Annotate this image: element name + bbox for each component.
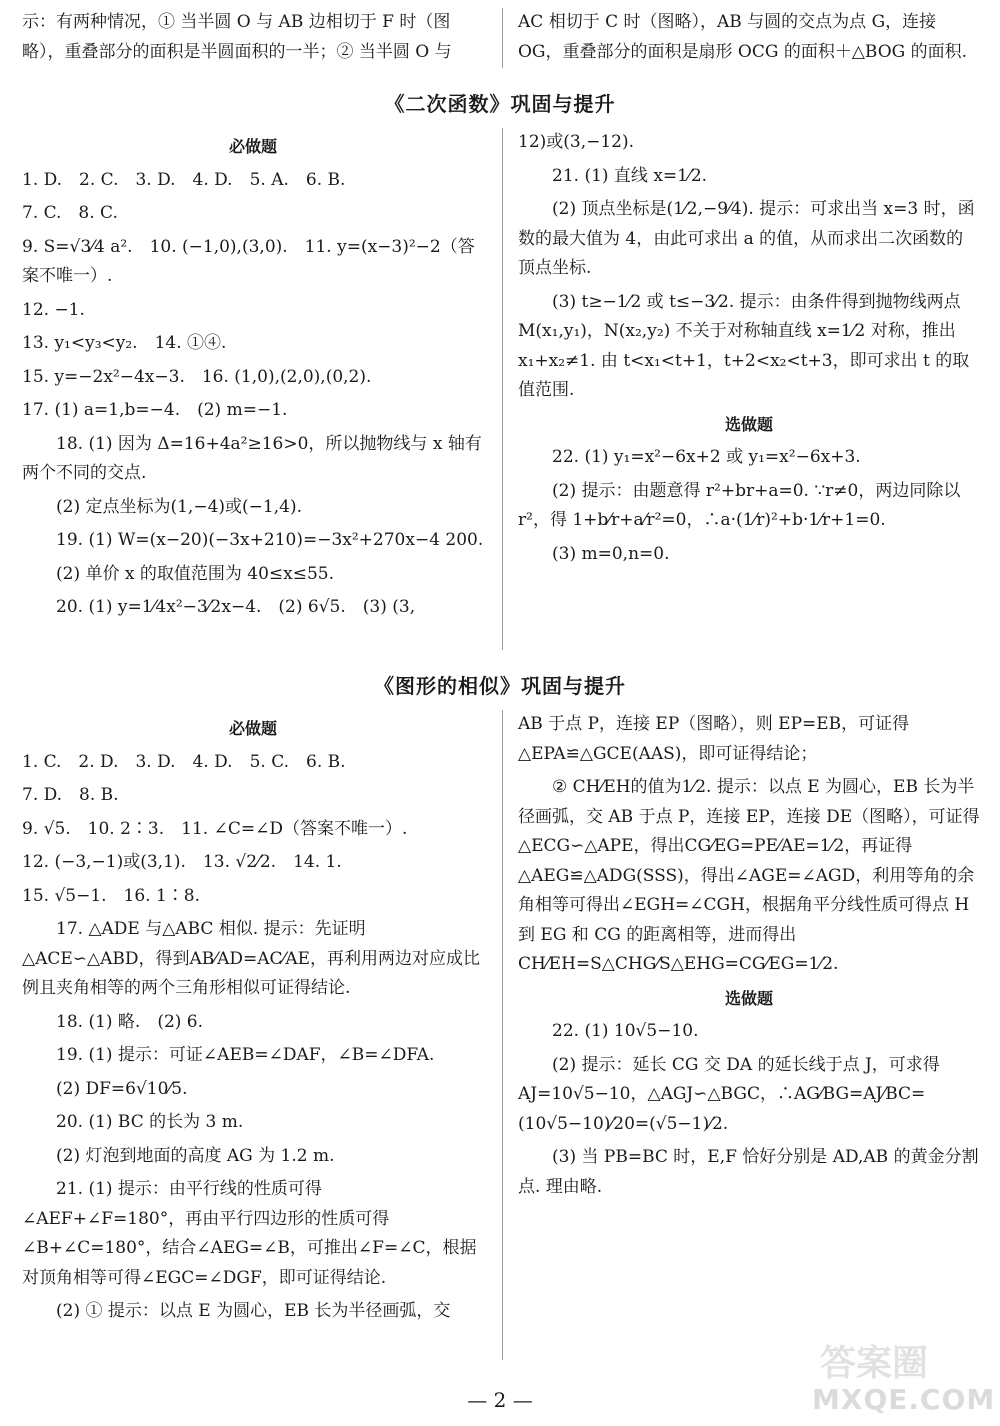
- section-title-quadratic: 《二次函数》巩固与提升: [384, 92, 616, 116]
- answer-item: 9. √5. 10. 2∶3. 11. ∠C=∠D（答案不唯一）.: [22, 818, 408, 839]
- paragraph: AC 相切于 C 时（图略），AB 与圆的交点为点 G，连接 OG，重叠部分的面积是扇形 OCG 的面积＋△BOG 的面积.: [518, 12, 968, 62]
- answer-item: (2) 顶点坐标是(1⁄2,−9⁄4). 提示：可求出当 x=3 时，函数的最大值为 4，由此可求出 a 的值，从而求出二次函数的顶点坐标.: [518, 199, 975, 278]
- top-left-text: [22, 8, 484, 71]
- answer-item: (2) 提示：由题意得 r²+br+a=0. ∵r≠0，两边同除以 r²，得 1+b⁄r+a⁄r²=0，∴a·(1⁄r)²+b·1⁄r+1=0.: [518, 480, 961, 530]
- answer-item: 7. C. 8. C.: [22, 203, 118, 223]
- optional-heading: 选做题: [724, 414, 773, 434]
- answer-item: 12)或(3,−12).: [518, 132, 635, 152]
- answer-list: [518, 710, 980, 980]
- section1-left-column: [22, 130, 484, 627]
- answer-item: (3) 当 PB=BC 时，E,F 恰好分别是 AD,AB 的黄金分割点. 理由略.: [518, 1147, 979, 1197]
- answer-item: 22. (1) y₁=x²−6x+2 或 y₁=x²−6x+3.: [552, 447, 861, 467]
- answer-item: 1. C. 2. D. 3. D. 4. D. 5. C. 6. B.: [22, 751, 346, 772]
- answer-item: (3) t≥−1⁄2 或 t≤−3⁄2. 提示：由条件得到抛物线两点 M(x₁,y₁)，N(x₂,y₂) 不关于对称轴直线 x=1⁄2 对称，推出 x₁+x₂≠1. 由 t<x₁<t+1，t+2<x₂<t+3，即可求出 t 的取值范围.: [518, 291, 970, 400]
- answer-item: 15. √5−1. 16. 1∶8.: [22, 885, 201, 906]
- answer-item: 12. −1.: [22, 299, 85, 320]
- answer-item: AB 于点 P，连接 EP（图略），则 EP=EB，可证得△EPA≌△GCE(AAS)，即可证得结论；: [518, 714, 910, 764]
- answer-item: 13. y₁<y₃<y₂. 14. ①④.: [22, 333, 227, 353]
- section2-right-column: [518, 710, 980, 1206]
- answer-list: [22, 166, 484, 623]
- top-right-text: [518, 8, 980, 71]
- page-number: — 2 —: [467, 1388, 533, 1412]
- answer-item: 7. D. 8. B.: [22, 785, 119, 805]
- answer-item: 18. (1) 因为 Δ=16+4a²≥16>0，所以抛物线与 x 轴有两个不同的交点.: [22, 433, 482, 483]
- watermark-en: MXQE.COM: [812, 1383, 996, 1416]
- answer-item: (2) 定点坐标为(1,−4)或(−1,4).: [56, 496, 302, 517]
- answer-item: 1. D. 2. C. 3. D. 4. D. 5. A. 6. B.: [22, 169, 346, 190]
- answer-item: (2) ① 提示：以点 E 为圆心，EB 长为半径画弧，交: [56, 1301, 451, 1321]
- answer-item: (2) 单价 x 的取值范围为 40≤x≤55.: [56, 563, 335, 584]
- answer-item: 19. (1) 提示：可证∠AEB=∠DAF，∠B=∠DFA.: [56, 1045, 435, 1065]
- answer-list: [518, 128, 980, 406]
- answer-item: 15. y=−2x²−4x−3. 16. (1,0),(2,0),(0,2).: [22, 366, 372, 387]
- answer-item: 20. (1) y=1⁄4x²−3⁄2x−4. (2) 6√5. (3) (3,: [56, 597, 416, 617]
- answer-item: 21. (1) 提示：由平行线的性质可得∠AEF+∠F=180°，再由平行四边形的性质可得∠B+∠C=180°，结合∠AEG=∠B，可推出∠F=∠C，根据对顶角相等可得∠EGC=∠DGF，即可证得结论.: [22, 1179, 477, 1288]
- column-divider: [502, 710, 503, 1360]
- column-divider: [502, 128, 503, 650]
- section1-right-column: [518, 128, 980, 573]
- answer-item: (3) m=0,n=0.: [552, 543, 670, 564]
- section2-left-column: [22, 712, 484, 1331]
- answer-item: 12. (−3,−1)或(3,1). 13. √2⁄2. 14. 1.: [22, 852, 342, 872]
- answer-item: (2) 提示：延长 CG 交 DA 的延长线于点 J，可求得 AJ=10√5−10，△AGJ∽△BGC，∴AG⁄BG=AJ⁄BC=(10√5−10)⁄20=(√5−1)⁄2.: [518, 1054, 940, 1134]
- section-title-similarity: 《图形的相似》巩固与提升: [374, 674, 626, 698]
- answer-list: [22, 748, 484, 1327]
- answer-item: 19. (1) W=(x−20)(−3x+210)=−3x²+270x−4 200.: [56, 530, 484, 550]
- column-divider: [502, 8, 503, 68]
- paragraph: 示：有两种情况，① 当半圆 O 与 AB 边相切于 F 时（图略），重叠部分的面积是半圆面积的一半；② 当半圆 O 与: [22, 12, 452, 62]
- answer-item: 17. (1) a=1,b=−4. (2) m=−1.: [22, 400, 288, 420]
- answer-item: 21. (1) 直线 x=1⁄2.: [552, 165, 708, 186]
- watermark-cn: 答案圈: [820, 1343, 929, 1384]
- answer-item: ② CH⁄EH的值为1⁄2. 提示：以点 E 为圆心，EB 长为半径画弧，交 AB 于点 P，连接 EP，连接 DE（图略），可证得△ECG∽△APE，得出CG⁄EG=PE⁄AE=1⁄2，再证得△AEG≌△ADG(SSS)，得出∠AGE=∠AGD，利用等角的余角相等可得出∠EGH=∠CGH，根据角平分线性质可得点 H 到 EG 和 CG 的距离相等，进而得出CH⁄EH=S△CHG⁄S△EHG=CG⁄EG=1⁄2.: [518, 777, 980, 974]
- answer-item: (2) 灯泡到地面的高度 AG 为 1.2 m.: [56, 1145, 335, 1166]
- answer-item: 22. (1) 10√5−10.: [552, 1021, 699, 1041]
- watermark-logo: [812, 1335, 996, 1425]
- answer-item: 20. (1) BC 的长为 3 m.: [56, 1112, 244, 1132]
- required-heading: 必做题: [228, 137, 277, 156]
- optional-heading: 选做题: [724, 988, 773, 1008]
- answer-item: (2) DF=6√10⁄5.: [56, 1078, 188, 1099]
- answer-item: 17. △ADE 与△ABC 相似. 提示：先证明△ACE∽△ABD，得到AB⁄AD=AC⁄AE，再利用两边对应成比例且夹角相等的两个三角形相似可证得结论.: [22, 919, 481, 998]
- required-heading: 必做题: [228, 719, 277, 738]
- answer-item: 9. S=√3⁄4 a². 10. (−1,0),(3,0). 11. y=(x−3)²−2（答案不唯一）.: [22, 236, 475, 286]
- answer-list: [518, 443, 980, 569]
- answer-item: 18. (1) 略. (2) 6.: [56, 1011, 204, 1032]
- answer-list: [518, 1017, 980, 1202]
